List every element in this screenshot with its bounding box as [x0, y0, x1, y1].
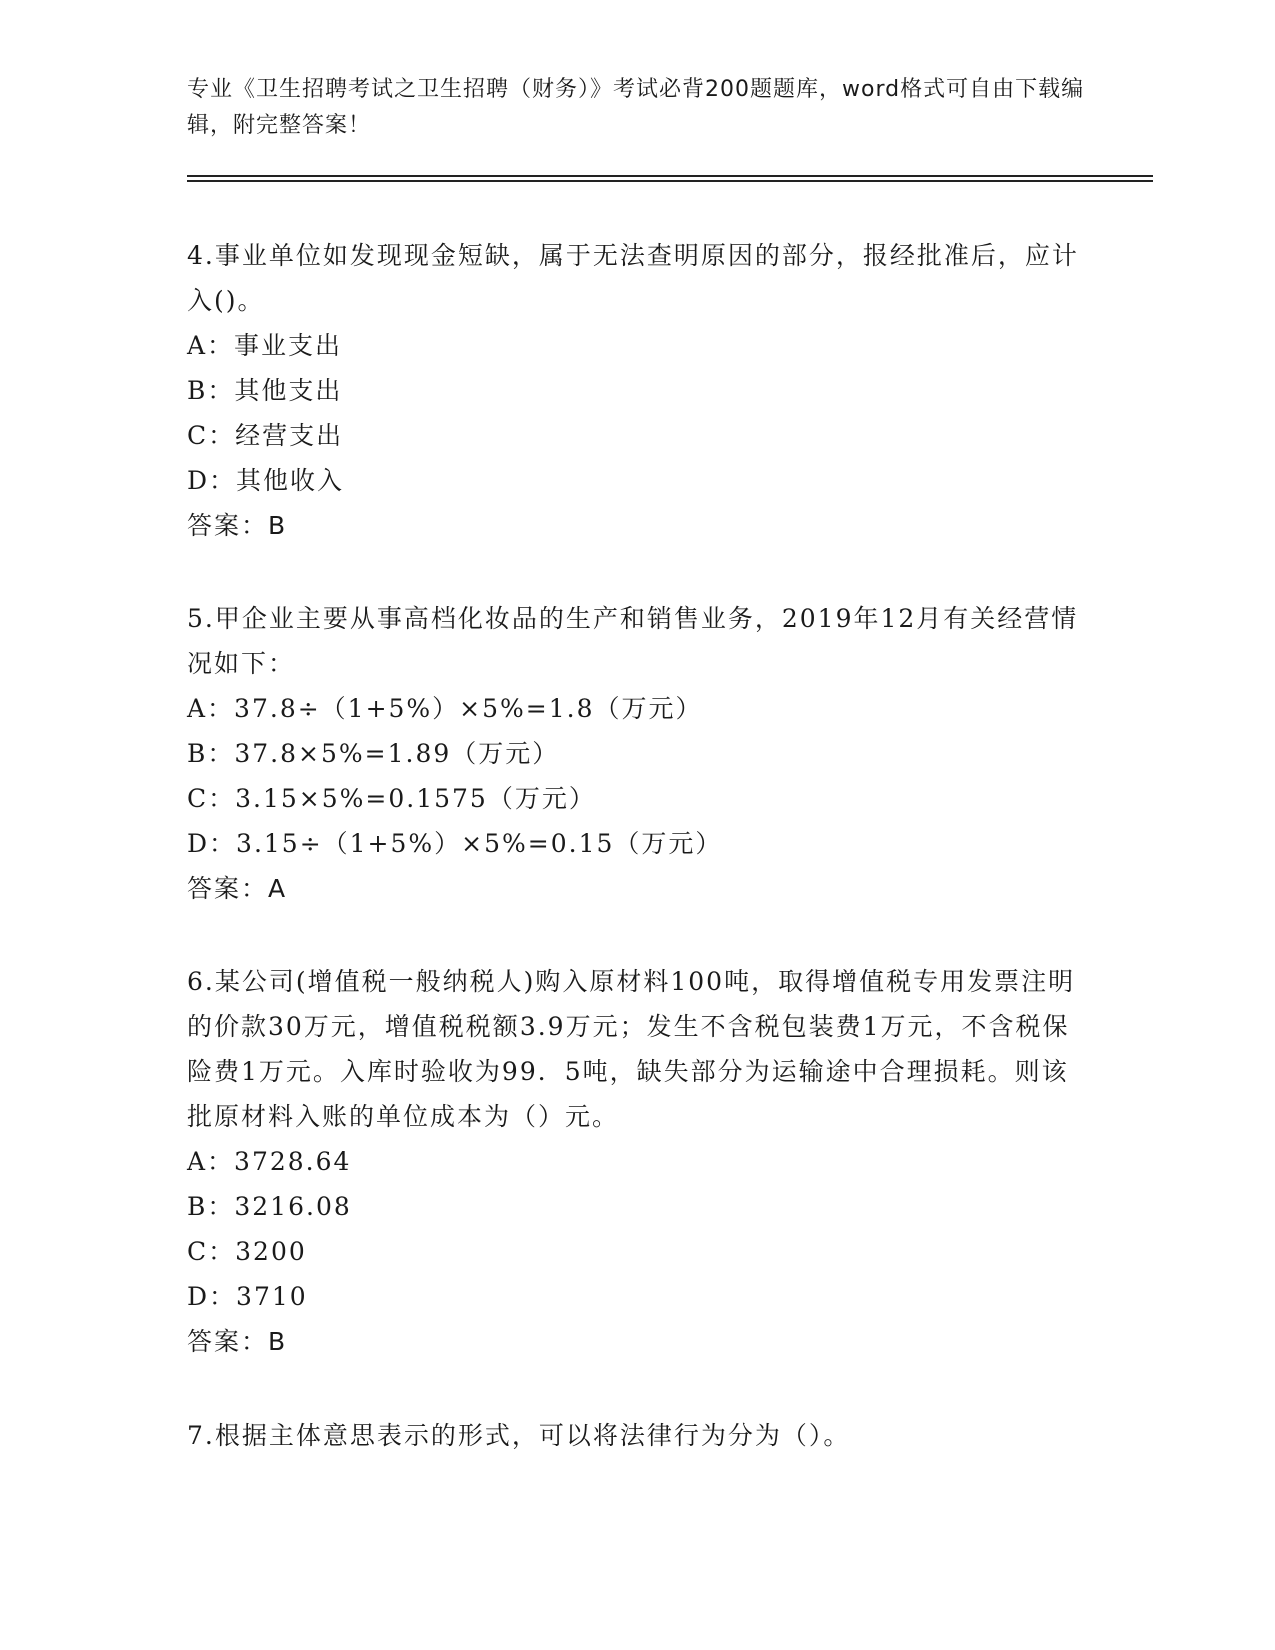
option-a: A：3728.64	[187, 1147, 352, 1176]
answer: 答案：B	[187, 511, 288, 540]
question-stem: 5.甲企业主要从事高档化妆品的生产和销售业务，2019年12月有关经营情况如下：	[187, 604, 1079, 678]
option-d: D：其他收入	[187, 466, 345, 495]
option-c: C：3.15×5%=0.1575（万元）	[187, 784, 596, 813]
option-b: B：其他支出	[187, 376, 343, 405]
question-7	[187, 1413, 1087, 1458]
question-6	[187, 959, 1087, 1364]
option-a: A：37.8÷（1+5%）×5%=1.8（万元）	[187, 694, 703, 723]
question-5	[187, 596, 1087, 911]
question-stem: 4.事业单位如发现现金短缺，属于无法查明原因的部分，报经批准后，应计入()。	[187, 241, 1079, 315]
option-b: B：37.8×5%=1.89（万元）	[187, 739, 560, 768]
option-a: A：事业支出	[187, 331, 343, 360]
document-header: 专业《卫生招聘考试之卫生招聘（财务）》考试必背200题题库，word格式可自由下载编辑，附完整答案！	[187, 77, 1085, 138]
option-c: C：3200	[187, 1237, 307, 1266]
option-b: B：3216.08	[187, 1192, 352, 1221]
option-d: D：3710	[187, 1282, 308, 1311]
answer: 答案：A	[187, 874, 288, 903]
question-4	[187, 233, 1087, 548]
option-d: D：3.15÷（1+5%）×5%=0.15（万元）	[187, 829, 723, 858]
header-divider-bottom	[187, 180, 1153, 182]
question-stem: 6.某公司(增值税一般纳税人)购入原材料100吨，取得增值税专用发票注明的价款30万元，增值税税额3.9万元；发生不含税包装费1万元，不含税保险费1万元。入库时验收为99．5吨，缺失部分为运输途中合理损耗。则该批原材料入账的单位成本为（）元。	[187, 967, 1076, 1131]
option-c: C：经营支出	[187, 421, 344, 450]
header-divider-top	[187, 175, 1153, 177]
answer: 答案：B	[187, 1327, 288, 1356]
question-stem: 7.根据主体意思表示的形式，可以将法律行为分为（）。	[187, 1421, 851, 1450]
